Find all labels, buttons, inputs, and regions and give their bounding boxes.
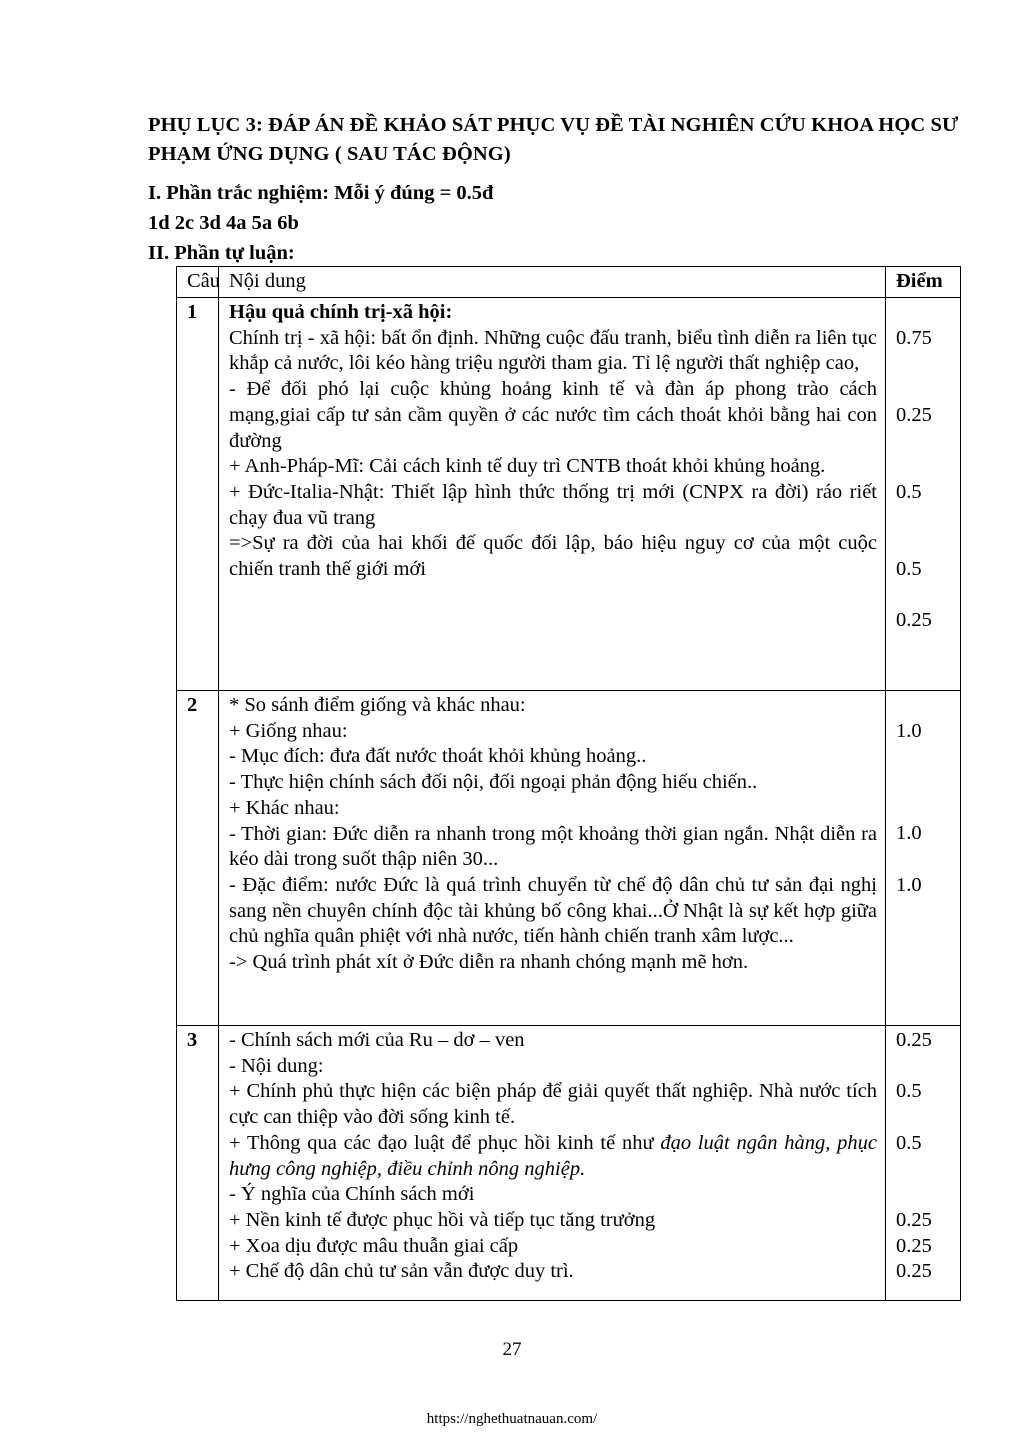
header-score: Điểm [886, 267, 961, 298]
content-text: + Thông qua các đạo luật để phục hồi kinh tế như [229, 1131, 661, 1154]
score-value: 1.0 [896, 719, 922, 742]
answer-content [219, 1026, 886, 1301]
content-line: + Giống nhau: [229, 719, 348, 742]
score-value: 0.5 [896, 557, 922, 580]
table-row [177, 1026, 961, 1301]
score-value: 0.75 [896, 326, 932, 349]
content-line: - Ý nghĩa của Chính sách mới [229, 1183, 475, 1206]
content-line: - Để đối phó lại cuộc khủng hoảng kinh tế và đàn áp phong trào cách mạng,giai cấp tư sản cầm quyền ở các nước tìm cách thoát khỏi bằng hai con đường [229, 378, 877, 452]
content-line: Hậu quả chính trị-xã hội: [229, 301, 453, 323]
content-line: -> Quá trình phát xít ở Đức diễn ra nhanh chóng mạnh mẽ hơn. [229, 951, 749, 974]
page-number: 27 [502, 1339, 522, 1360]
part2-heading: II. Phần tự luận: [148, 242, 295, 264]
score-value: 0.5 [896, 480, 922, 503]
content-line: - Nội dung: [229, 1054, 324, 1077]
footer-url: https://nghethuatnauan.com/ [426, 1411, 598, 1427]
content-line: + Xoa dịu được mâu thuẫn giai cấp [229, 1234, 519, 1257]
content-line: + Chính phủ thực hiện các biện pháp để giải quyết thất nghiệp. Nhà nước tích cực can thiệp vào đời sống kinh tế. [229, 1080, 877, 1129]
content-line: - Thực hiện chính sách đối nội, đối ngoại phản động hiếu chiến.. [229, 771, 758, 794]
table-row [177, 691, 961, 1026]
score-value: 1.0 [896, 873, 922, 896]
page-title: PHỤ LỤC 3: ĐÁP ÁN ĐỀ KHẢO SÁT PHỤC VỤ ĐỀ TÀI NGHIÊN CỨU KHOA HỌC SƯ PHẠM ỨNG DỤNG ( SAU TÁC ĐỘNG) [148, 114, 959, 165]
content-italic: đạo luật ngân hàng, phục hưng công nghiệp, điều chỉnh nông nghiệp. [229, 1131, 877, 1180]
content-line: - Đặc điểm: nước Đức là quá trình chuyển từ chế độ dân chủ tư sản đại nghị sang nền chuyên chính độc tài khủng bố công khai...Ở Nhật là sự kết hợp giữa chủ nghĩa quân phiệt với nhà nước, tiến hành chiến tranh xâm lược... [229, 873, 877, 948]
content-line: + Đức-Italia-Nhật: Thiết lập hình thức thống trị mới (CNPX ra đời) ráo riết chạy đua vũ trang [229, 480, 877, 529]
content-line: - Thời gian: Đức diễn ra nhanh trong một khoảng thời gian ngắn. Nhật diễn ra kéo dài trong suốt thập niên 30... [229, 822, 877, 871]
score-value: 0.25 [896, 1260, 932, 1283]
score-cell [886, 1026, 961, 1301]
question-number: 3 [177, 1026, 219, 1301]
answer-table [176, 266, 961, 1301]
question-number: 2 [177, 691, 219, 1026]
content-line: - Chính sách mới của Ru – dơ – ven [229, 1029, 525, 1051]
content-line: + Khác nhau: [229, 796, 340, 819]
score-value: 0.5 [896, 1131, 922, 1154]
table-row [177, 298, 961, 691]
multiple-choice-answers: 1d 2c 3d 4a 5a 6b [148, 212, 299, 234]
content-line: Chính trị - xã hội: bất ổn định. Những cuộc đấu tranh, biểu tình diễn ra liên tục khắp cả nước, lôi kéo hàng triệu người tham gia. Tỉ lệ người thất nghiệp cao, [229, 326, 877, 375]
score-value: 0.25 [896, 1208, 932, 1231]
score-cell [886, 691, 961, 1026]
table-header-row [177, 267, 961, 298]
score-value: 0.5 [896, 1080, 922, 1103]
content-line: =>Sự ra đời của hai khối đế quốc đối lập, báo hiệu nguy cơ của một cuộc chiến tranh thế giới mới [229, 532, 877, 581]
content-line: + Anh-Pháp-Mĩ: Cải cách kinh tế duy trì CNTB thoát khỏi khủng hoảng. [229, 455, 826, 478]
score-value: 0.25 [896, 1029, 932, 1051]
content-line: + Chế độ dân chủ tư sản vẫn được duy trì. [229, 1260, 574, 1283]
header-cau: Câu [177, 267, 219, 298]
part1-heading: I. Phần trắc nghiệm: Mỗi ý đúng = 0.5đ [148, 182, 494, 204]
content-line [229, 1131, 877, 1182]
score-value: 0.25 [896, 609, 932, 632]
answer-content [219, 691, 886, 1026]
answer-content [219, 298, 886, 691]
content-line: + Nền kinh tế được phục hồi và tiếp tục tăng trưởng [229, 1208, 656, 1231]
content-line: - Mục đích: đưa đất nước thoát khỏi khủng hoảng.. [229, 745, 647, 768]
score-value: 0.25 [896, 403, 932, 426]
score-cell [886, 298, 961, 691]
question-number: 1 [177, 298, 219, 691]
content-line: * So sánh điểm giống và khác nhau: [229, 694, 526, 716]
score-value: 1.0 [896, 822, 922, 845]
header-content: Nội dung [219, 267, 886, 298]
score-value: 0.25 [896, 1234, 932, 1257]
